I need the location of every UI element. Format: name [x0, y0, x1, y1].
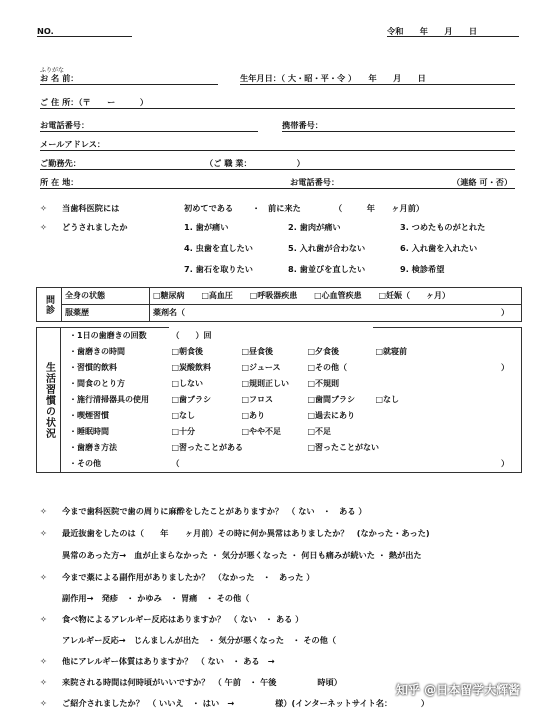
habit-option[interactable]	[239, 328, 305, 345]
habit-label: ・喫煙習慣	[61, 408, 169, 424]
habit-option[interactable]: （ ）回	[171, 330, 212, 340]
symptom-option[interactable]: 2. 歯肉が痛い	[288, 222, 341, 232]
habit-option[interactable]: □歯ブラシ	[171, 395, 212, 404]
visit-months-ago: （ 年 ヶ月前）	[334, 203, 425, 213]
phone-field[interactable]	[40, 131, 258, 132]
question-subtext[interactable]: 副作用→ 発疹 ・ かゆみ ・ 胃痛 ・ その他（	[62, 593, 250, 603]
habit-label: ・睡眠時間	[61, 424, 169, 440]
habit-option[interactable]: □あり	[241, 411, 266, 420]
symptom-option[interactable]: 8. 歯並びを直したい	[288, 264, 366, 274]
question-text[interactable]: ご紹介されましたか？ （ いいえ ・ はい → 様）(インターネットサイト名： ）	[62, 698, 430, 708]
symptom-option[interactable]: 9. 検診希望	[400, 264, 445, 274]
question-text[interactable]: 今まで歯科医院で歯の周りに麻酔をしたことがありますか？ （ ない ・ ある ）	[62, 506, 367, 516]
medication-close: ）	[501, 308, 509, 317]
health-options	[150, 288, 522, 305]
visit-label: 当歯科医院には	[62, 203, 120, 213]
habit-option[interactable]	[373, 376, 522, 392]
habit-option[interactable]: □習ったことがある	[171, 443, 244, 452]
habit-option[interactable]: □なし	[171, 411, 196, 420]
habit-label: ・習慣的飲料	[61, 360, 169, 376]
symptom-option[interactable]: 6. 入れ歯を入れたい	[400, 243, 478, 253]
habit-option[interactable]: □不足	[307, 427, 332, 436]
medication-label: 服薬歴	[62, 305, 150, 322]
form-number-line[interactable]	[37, 36, 132, 37]
medical-history-table	[36, 287, 522, 322]
symptom-option[interactable]: 7. 歯石を取りたい	[184, 264, 253, 274]
habit-option[interactable]	[373, 328, 522, 345]
habit-option[interactable]	[373, 408, 522, 424]
visit-before-option[interactable]: 前に来た	[268, 203, 301, 213]
habit-option[interactable]: □ジュース	[241, 363, 281, 372]
symptom-option[interactable]: 3. つめたものがとれた	[400, 222, 486, 232]
symptom-option[interactable]: 1. 歯が痛い	[184, 222, 229, 232]
health-option[interactable]: □心血管疾患	[314, 291, 362, 300]
bullet-icon: ✧	[40, 528, 47, 538]
bullet-icon: ✧	[40, 698, 47, 708]
habit-option[interactable]: □過去にあり	[307, 411, 356, 420]
visit-separator: ・	[252, 203, 261, 213]
bullet-icon: ✧	[40, 572, 47, 582]
bullet-icon: ✧	[40, 222, 47, 232]
health-option[interactable]: □呼吸器疾患	[249, 291, 298, 300]
location-field[interactable]	[40, 188, 515, 189]
watermark: 知乎 @日本留学大辉酱	[396, 683, 521, 697]
bullet-icon: ✧	[40, 656, 47, 666]
health-label: 全身の状態	[62, 288, 150, 305]
habit-option[interactable]: □フロス	[241, 395, 274, 404]
habit-label: ・歯磨きの時間	[61, 344, 169, 360]
question-subtext[interactable]: アレルギー反応→ じんましんが出た ・ 気分が悪くなった ・ その他（	[62, 635, 337, 645]
habit-option[interactable]	[305, 328, 373, 345]
question-text[interactable]: 今まで薬による副作用がありましたか？ （なかった ・ あった ）	[62, 572, 315, 582]
habit-label: ・歯磨き方法	[61, 440, 169, 456]
habit-other-close: ）	[373, 456, 522, 473]
medication-name-label: 薬剤名（	[153, 308, 185, 317]
date-line[interactable]	[387, 36, 519, 37]
habit-option[interactable]: □習ったことがない	[305, 440, 522, 456]
habit-label: ・1日の歯磨きの回数	[61, 328, 169, 345]
habit-other-field[interactable]: （	[169, 456, 239, 473]
question-subtext[interactable]: 異常のあった方→ 血が止まらなかった ・ 気分が悪くなった ・ 何日も痛みが続いた ・ 熱が出た	[62, 550, 422, 560]
habit-option[interactable]: □規則正しい	[241, 379, 290, 388]
birthdate-field[interactable]	[240, 84, 515, 85]
medication-field[interactable]	[150, 305, 522, 322]
name-label: お 名 前：	[40, 73, 79, 83]
bullet-icon: ✧	[40, 506, 47, 516]
occupation-label: （ご 職 業： ）	[205, 158, 305, 168]
health-option[interactable]: □高血圧	[201, 291, 233, 300]
question-text[interactable]: 来院される時間は何時頃がいいですか？ （ 午前 ・ 午後 時頃）	[62, 677, 342, 687]
date-label: 令和 年 月 日	[387, 26, 478, 36]
workplace-label: ご勤務先：	[40, 158, 81, 168]
health-option[interactable]: □糖尿病	[153, 291, 185, 300]
habit-label: ・施行清掃器具の使用	[61, 392, 169, 408]
habit-option[interactable]: □昼食後	[241, 347, 274, 356]
email-label: メールアドレス：	[40, 139, 106, 149]
furigana-label: ふりがな	[40, 67, 65, 74]
mobile-label: 携帯番号：	[282, 120, 323, 130]
health-option[interactable]: □妊娠（ ヶ月）	[378, 291, 450, 300]
monshin-side-label: 問診	[37, 288, 62, 322]
habit-option: ）	[373, 360, 522, 376]
mobile-field[interactable]	[282, 131, 515, 132]
lifestyle-side-label: 生活習慣の状況	[37, 328, 61, 473]
birthdate-label: 生年月日：（ 大・昭・平・令 ） 年 月 日	[240, 73, 426, 83]
habit-option[interactable]: □やや不足	[241, 427, 282, 436]
workplace-field[interactable]	[40, 169, 515, 170]
habit-option[interactable]: □朝食後	[171, 347, 204, 356]
habit-label: ・間食のとり方	[61, 376, 169, 392]
address-field[interactable]	[40, 108, 515, 109]
name-field[interactable]	[40, 84, 218, 85]
habit-option[interactable]: □歯間ブラシ	[307, 395, 356, 404]
habit-option[interactable]: □その他（	[307, 363, 348, 372]
question-text[interactable]: 食べ物によるアレルギー反応はありますか？ （ ない ・ ある ）	[62, 614, 304, 624]
habit-option[interactable]: □炭酸飲料	[171, 363, 212, 372]
bullet-icon: ✧	[40, 614, 47, 624]
work-phone-label: お電話番号：	[290, 177, 340, 187]
lifestyle-table	[36, 327, 522, 473]
habit-option[interactable]: □不規則	[307, 379, 340, 388]
bullet-icon: ✧	[40, 203, 47, 213]
location-label: 所 在 地：	[40, 177, 79, 187]
phone-label: お電話番号：	[40, 120, 90, 130]
habit-option[interactable]: □夕食後	[307, 347, 340, 356]
habit-option[interactable]: □就寝前	[373, 344, 522, 360]
habit-option[interactable]: □しない	[171, 379, 204, 388]
bullet-icon: ✧	[40, 677, 47, 687]
question-text[interactable]: 他にアレルギー体質はありますか？ （ ない ・ ある →	[62, 656, 275, 666]
visit-first-option[interactable]: 初めてである	[184, 203, 234, 213]
contact-permission: （連絡 可・否）	[452, 177, 513, 187]
form-number-label: NO.	[37, 26, 54, 36]
habit-option[interactable]: □十分	[171, 427, 196, 436]
habit-option[interactable]: □なし	[373, 392, 522, 408]
email-field[interactable]	[40, 150, 515, 151]
habit-label: ・その他	[61, 456, 169, 473]
symptom-option[interactable]: 5. 入れ歯が合わない	[288, 243, 366, 253]
symptom-label: どうされましたか	[62, 222, 128, 232]
question-text[interactable]: 最近抜歯をしたのは（ 年 ヶ月前）その時に何か異常はありましたか？ (なかった・あった)	[62, 528, 430, 538]
symptom-option[interactable]: 4. 虫歯を直したい	[184, 243, 253, 253]
habit-option[interactable]	[373, 424, 522, 440]
address-label: ご 住 所：（〒 ー ）	[40, 97, 149, 107]
